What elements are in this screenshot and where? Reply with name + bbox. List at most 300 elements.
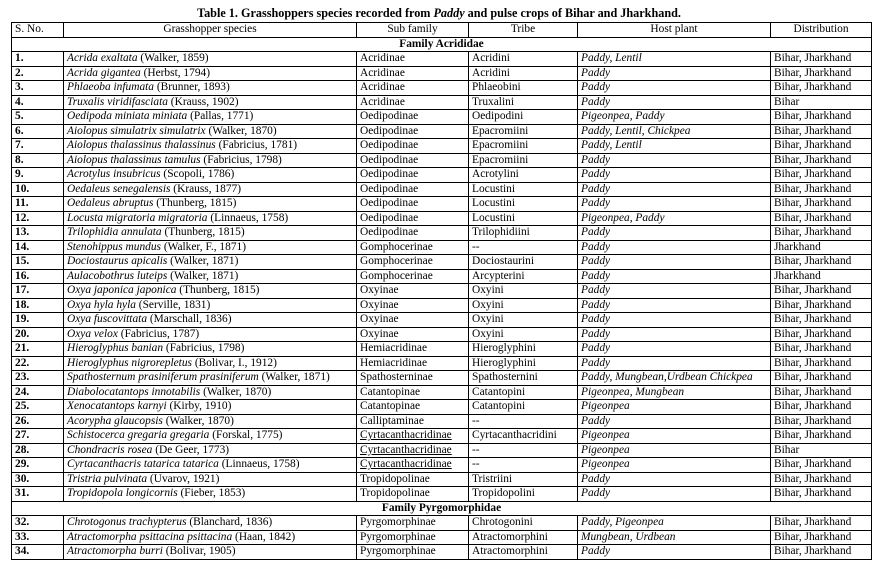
cell-species xyxy=(64,211,357,226)
cell-tribe: Oxyini xyxy=(469,327,578,342)
cell-species xyxy=(64,197,357,212)
cell-subfamily: Gomphocerinae xyxy=(357,255,469,270)
cell-species xyxy=(64,414,357,429)
cell-subfamily: Cyrtacanthacridinae xyxy=(357,443,469,458)
cell-species xyxy=(64,124,357,139)
species-name: Hieroglyphus nigrorepletus xyxy=(67,356,192,369)
cell-host-plant: Paddy xyxy=(578,342,771,357)
cell-tribe: Epacromiini xyxy=(469,139,578,154)
cell-subfamily: Calliptaminae xyxy=(357,414,469,429)
cell-species xyxy=(64,545,357,560)
cell-sno: 20. xyxy=(12,327,64,342)
species-name: Cyrtacanthacris tatarica tatarica xyxy=(67,458,219,471)
cell-species xyxy=(64,95,357,110)
cell-species xyxy=(64,168,357,183)
cell-sno: 2. xyxy=(12,66,64,81)
cell-sno: 4. xyxy=(12,95,64,110)
cell-sno: 13. xyxy=(12,226,64,241)
table-row xyxy=(12,52,872,67)
cell-species xyxy=(64,255,357,270)
cell-subfamily: Oedipodinae xyxy=(357,110,469,125)
cell-host-plant: Paddy, Pigeonpea xyxy=(578,516,771,531)
table-row xyxy=(12,371,872,386)
cell-subfamily: Pyrgomorphinae xyxy=(357,516,469,531)
cell-host-plant: Pigeonpea, Paddy xyxy=(578,110,771,125)
species-author: (Fabricius, 1787) xyxy=(117,327,200,340)
cell-species xyxy=(64,385,357,400)
cell-subfamily: Hemiacridinae xyxy=(357,356,469,371)
species-name: Phlaeoba infumata xyxy=(67,81,155,94)
cell-host-plant: Paddy xyxy=(578,226,771,241)
table-row xyxy=(12,327,872,342)
species-author: (Pallas, 1771) xyxy=(187,110,254,123)
cell-subfamily: Cyrtacanthacridinae xyxy=(357,458,469,473)
cell-distribution: Bihar, Jharkhand xyxy=(771,298,872,313)
species-author: (Thunberg, 1815) xyxy=(176,284,260,297)
cell-species xyxy=(64,429,357,444)
species-author: (Walker, F., 1871) xyxy=(160,240,247,253)
cell-distribution: Bihar, Jharkhand xyxy=(771,487,872,502)
species-author: (Serville, 1831) xyxy=(135,298,211,311)
table-row xyxy=(12,197,872,212)
cell-tribe: Acrotylini xyxy=(469,168,578,183)
species-author: (Herbst, 1794) xyxy=(140,66,210,79)
cell-sno: 7. xyxy=(12,139,64,154)
species-name: Atractomorpha burri xyxy=(67,545,163,558)
cell-host-plant: Pigeonpea, Paddy xyxy=(578,211,771,226)
cell-sno: 16. xyxy=(12,269,64,284)
cell-distribution: Bihar, Jharkhand xyxy=(771,168,872,183)
species-name: Stenohippus mundus xyxy=(67,240,161,253)
species-author: (Kirby, 1910) xyxy=(166,400,232,413)
cell-sno: 22. xyxy=(12,356,64,371)
cell-host-plant: Pigeonpea xyxy=(578,443,771,458)
cell-distribution: Bihar, Jharkhand xyxy=(771,327,872,342)
cell-host-plant: Paddy xyxy=(578,327,771,342)
cell-subfamily: Tropidopolinae xyxy=(357,487,469,502)
header-subfamily: Sub family xyxy=(357,23,469,38)
species-name: Aiolopus simulatrix simulatrix xyxy=(67,124,206,137)
cell-tribe: Tristriini xyxy=(469,472,578,487)
species-name: Oxya velox xyxy=(67,327,118,340)
cell-host-plant: Paddy xyxy=(578,414,771,429)
table-body xyxy=(12,37,872,559)
cell-tribe: Spathosternini xyxy=(469,371,578,386)
cell-sno: 17. xyxy=(12,284,64,299)
cell-distribution: Bihar, Jharkhand xyxy=(771,313,872,328)
cell-subfamily: Oedipodinae xyxy=(357,124,469,139)
cell-sno: 29. xyxy=(12,458,64,473)
cell-distribution: Bihar, Jharkhand xyxy=(771,429,872,444)
species-name: Schistocerca gregaria gregaria xyxy=(67,429,210,442)
cell-host-plant: Paddy xyxy=(578,168,771,183)
cell-species xyxy=(64,139,357,154)
cell-species xyxy=(64,356,357,371)
cell-sno: 3. xyxy=(12,81,64,96)
species-name: Aulacobothrus luteips xyxy=(67,269,168,282)
species-name: Acrotylus insubricus xyxy=(67,168,161,181)
species-author: (Walker, 1871) xyxy=(167,255,239,268)
cell-subfamily: Gomphocerinae xyxy=(357,269,469,284)
cell-subfamily: Pyrgomorphinae xyxy=(357,545,469,560)
cell-tribe: Oxyini xyxy=(469,284,578,299)
cell-species xyxy=(64,298,357,313)
cell-distribution: Bihar, Jharkhand xyxy=(771,530,872,545)
cell-host-plant: Pigeonpea xyxy=(578,400,771,415)
table-row xyxy=(12,110,872,125)
cell-subfamily: Catantopinae xyxy=(357,385,469,400)
cell-distribution: Bihar, Jharkhand xyxy=(771,371,872,386)
species-author: (Brunner, 1893) xyxy=(154,81,230,94)
species-author: (Walker, 1859) xyxy=(137,52,209,65)
cell-tribe: Locustini xyxy=(469,211,578,226)
cell-host-plant: Paddy xyxy=(578,197,771,212)
table-row xyxy=(12,342,872,357)
cell-species xyxy=(64,516,357,531)
cell-tribe: Arcypterini xyxy=(469,269,578,284)
cell-host-plant: Paddy xyxy=(578,269,771,284)
cell-tribe: Hieroglyphini xyxy=(469,342,578,357)
cell-distribution: Bihar, Jharkhand xyxy=(771,545,872,560)
cell-distribution: Jharkhand xyxy=(771,240,872,255)
cell-host-plant: Paddy xyxy=(578,153,771,168)
cell-species xyxy=(64,284,357,299)
cell-host-plant: Paddy xyxy=(578,313,771,328)
cell-host-plant: Paddy xyxy=(578,182,771,197)
cell-species xyxy=(64,487,357,502)
cell-tribe: Chrotogonini xyxy=(469,516,578,531)
cell-subfamily: Gomphocerinae xyxy=(357,240,469,255)
cell-species xyxy=(64,110,357,125)
cell-host-plant: Paddy, Lentil xyxy=(578,139,771,154)
cell-distribution: Bihar, Jharkhand xyxy=(771,400,872,415)
cell-tribe: Acridini xyxy=(469,66,578,81)
cell-host-plant: Paddy, Lentil xyxy=(578,52,771,67)
cell-distribution: Bihar, Jharkhand xyxy=(771,385,872,400)
species-author: (Uvarov, 1921) xyxy=(147,472,220,485)
family-row xyxy=(12,37,872,52)
cell-host-plant: Mungbean, Urdbean xyxy=(578,530,771,545)
cell-sno: 21. xyxy=(12,342,64,357)
table-row xyxy=(12,168,872,183)
cell-distribution: Bihar, Jharkhand xyxy=(771,342,872,357)
cell-subfamily: Catantopinae xyxy=(357,400,469,415)
cell-subfamily: Spathosterninae xyxy=(357,371,469,386)
cell-host-plant: Paddy xyxy=(578,545,771,560)
cell-distribution: Bihar, Jharkhand xyxy=(771,516,872,531)
cell-sno: 28. xyxy=(12,443,64,458)
cell-distribution: Bihar, Jharkhand xyxy=(771,414,872,429)
family-heading: Family Pyrgomorphidae xyxy=(12,501,872,516)
species-author: (Fieber, 1853) xyxy=(177,487,246,500)
species-name: Dociostaurus apicalis xyxy=(67,255,168,268)
table-row xyxy=(12,516,872,531)
cell-distribution: Bihar xyxy=(771,95,872,110)
table-caption xyxy=(0,0,878,22)
cell-species xyxy=(64,530,357,545)
cell-tribe: Oxyini xyxy=(469,313,578,328)
cell-species xyxy=(64,400,357,415)
cell-subfamily: Oxyinae xyxy=(357,313,469,328)
cell-sno: 18. xyxy=(12,298,64,313)
cell-distribution: Bihar, Jharkhand xyxy=(771,226,872,241)
cell-species xyxy=(64,269,357,284)
species-name: Oedaleus senegalensis xyxy=(67,182,171,195)
cell-subfamily: Acridinae xyxy=(357,81,469,96)
cell-sno: 33. xyxy=(12,530,64,545)
cell-distribution: Bihar, Jharkhand xyxy=(771,139,872,154)
species-name: Aiolopus thalassinus thalassinus xyxy=(67,139,216,152)
cell-sno: 23. xyxy=(12,371,64,386)
cell-sno: 30. xyxy=(12,472,64,487)
table-row xyxy=(12,429,872,444)
cell-species xyxy=(64,66,357,81)
cell-subfamily: Oedipodinae xyxy=(357,139,469,154)
cell-tribe: Epacromiini xyxy=(469,124,578,139)
cell-tribe: Truxalini xyxy=(469,95,578,110)
species-author: (Marschall, 1836) xyxy=(147,313,232,326)
cell-host-plant: Pigeonpea, Mungbean xyxy=(578,385,771,400)
cell-subfamily: Acridinae xyxy=(357,52,469,67)
species-author: (Krauss, 1902) xyxy=(167,95,239,108)
cell-sno: 9. xyxy=(12,168,64,183)
cell-distribution: Bihar, Jharkhand xyxy=(771,81,872,96)
cell-subfamily: Tropidopolinae xyxy=(357,472,469,487)
cell-tribe: Atractomorphini xyxy=(469,530,578,545)
species-author: (Bolivar, I., 1912) xyxy=(191,356,277,369)
cell-distribution: Bihar, Jharkhand xyxy=(771,458,872,473)
cell-subfamily: Oedipodinae xyxy=(357,211,469,226)
cell-distribution: Bihar, Jharkhand xyxy=(771,66,872,81)
cell-tribe: Hieroglyphini xyxy=(469,356,578,371)
species-name: Acrida exaltata xyxy=(67,52,138,65)
table-row xyxy=(12,400,872,415)
cell-sno: 8. xyxy=(12,153,64,168)
cell-host-plant: Paddy xyxy=(578,356,771,371)
header-distribution: Distribution xyxy=(771,23,872,38)
species-name: Chrotogonus trachypterus xyxy=(67,516,187,529)
species-author: (Fabricius, 1798) xyxy=(163,342,245,355)
header-tribe: Tribe xyxy=(469,23,578,38)
cell-host-plant: Paddy, Lentil, Chickpea xyxy=(578,124,771,139)
header-species: Grasshopper species xyxy=(64,23,357,38)
cell-tribe: -- xyxy=(469,240,578,255)
species-name: Tristria pulvinata xyxy=(67,472,148,485)
cell-subfamily: Hemiacridinae xyxy=(357,342,469,357)
family-heading: Family Acrididae xyxy=(12,37,872,52)
cell-tribe: Phlaeobini xyxy=(469,81,578,96)
species-author: (Walker, 1870) xyxy=(162,414,234,427)
cell-host-plant: Paddy xyxy=(578,255,771,270)
cell-distribution: Bihar, Jharkhand xyxy=(771,211,872,226)
table-row xyxy=(12,226,872,241)
cell-sno: 14. xyxy=(12,240,64,255)
cell-distribution: Bihar, Jharkhand xyxy=(771,356,872,371)
cell-sno: 12. xyxy=(12,211,64,226)
cell-tribe: Cyrtacanthacridini xyxy=(469,429,578,444)
cell-distribution: Bihar, Jharkhand xyxy=(771,52,872,67)
species-author: (Thunberg, 1815) xyxy=(161,226,245,239)
cell-subfamily: Oedipodinae xyxy=(357,153,469,168)
table-row xyxy=(12,313,872,328)
table-row xyxy=(12,211,872,226)
cell-tribe: Tropidopolini xyxy=(469,487,578,502)
cell-distribution: Bihar, Jharkhand xyxy=(771,124,872,139)
cell-sno: 6. xyxy=(12,124,64,139)
header-host-plant: Host plant xyxy=(578,23,771,38)
table-row xyxy=(12,545,872,560)
cell-sno: 11. xyxy=(12,197,64,212)
cell-subfamily: Oedipodinae xyxy=(357,197,469,212)
cell-distribution: Bihar xyxy=(771,443,872,458)
cell-sno: 25. xyxy=(12,400,64,415)
table-row xyxy=(12,139,872,154)
table-row xyxy=(12,95,872,110)
cell-host-plant: Paddy, Mungbean,Urdbean Chickpea xyxy=(578,371,771,386)
cell-sno: 24. xyxy=(12,385,64,400)
cell-tribe: Epacromiini xyxy=(469,153,578,168)
species-author: (Krauss, 1877) xyxy=(170,182,241,195)
species-name: Xenocatantops karnyi xyxy=(67,400,167,413)
table-row xyxy=(12,81,872,96)
cell-tribe: -- xyxy=(469,458,578,473)
cell-tribe: Atractomorphini xyxy=(469,545,578,560)
cell-host-plant: Pigeonpea xyxy=(578,429,771,444)
cell-tribe: Locustini xyxy=(469,182,578,197)
cell-sno: 10. xyxy=(12,182,64,197)
cell-species xyxy=(64,342,357,357)
table-row xyxy=(12,298,872,313)
cell-host-plant: Paddy xyxy=(578,298,771,313)
species-author: (Walker, 1871) xyxy=(167,269,239,282)
header-sno: S. No. xyxy=(12,23,64,38)
cell-distribution: Bihar, Jharkhand xyxy=(771,153,872,168)
species-author: (De Geer, 1773) xyxy=(152,443,230,456)
table-row xyxy=(12,182,872,197)
cell-sno: 32. xyxy=(12,516,64,531)
cell-species xyxy=(64,226,357,241)
cell-tribe: Oxyini xyxy=(469,298,578,313)
cell-subfamily: Oxyinae xyxy=(357,298,469,313)
species-author: (Walker, 1871) xyxy=(258,371,330,384)
cell-sno: 15. xyxy=(12,255,64,270)
species-name: Diabolocatantops innotabilis xyxy=(67,385,201,398)
species-name: Chondracris rosea xyxy=(67,443,153,456)
cell-tribe: Oedipodini xyxy=(469,110,578,125)
table-row xyxy=(12,153,872,168)
cell-tribe: -- xyxy=(469,443,578,458)
table-row xyxy=(12,443,872,458)
cell-distribution: Bihar, Jharkhand xyxy=(771,182,872,197)
cell-species xyxy=(64,371,357,386)
cell-species xyxy=(64,153,357,168)
cell-sno: 31. xyxy=(12,487,64,502)
table-row xyxy=(12,530,872,545)
cell-subfamily: Oedipodinae xyxy=(357,226,469,241)
cell-distribution: Bihar, Jharkhand xyxy=(771,255,872,270)
cell-distribution: Bihar, Jharkhand xyxy=(771,284,872,299)
species-author: (Thunberg, 1815) xyxy=(153,197,237,210)
cell-subfamily: Acridinae xyxy=(357,95,469,110)
cell-sno: 27. xyxy=(12,429,64,444)
species-author: (Linnaeus, 1758) xyxy=(218,458,300,471)
cell-species xyxy=(64,472,357,487)
species-author: (Forskal, 1775) xyxy=(209,429,283,442)
species-name: Locusta migratoria migratoria xyxy=(67,211,208,224)
cell-species xyxy=(64,182,357,197)
cell-sno: 1. xyxy=(12,52,64,67)
caption-italic: Paddy xyxy=(433,6,465,20)
species-author: (Walker, 1870) xyxy=(205,124,277,137)
table-row xyxy=(12,414,872,429)
cell-host-plant: Paddy xyxy=(578,66,771,81)
species-author: (Scopoli, 1786) xyxy=(160,168,235,181)
species-name: Oxya japonica japonica xyxy=(67,284,177,297)
species-name: Aiolopus thalassinus tamulus xyxy=(67,153,201,166)
cell-species xyxy=(64,458,357,473)
cell-host-plant: Paddy xyxy=(578,487,771,502)
cell-host-plant: Paddy xyxy=(578,95,771,110)
table-row xyxy=(12,472,872,487)
cell-species xyxy=(64,327,357,342)
species-name: Atractomorpha psittacina psittacina xyxy=(67,530,233,543)
cell-tribe: Acridini xyxy=(469,52,578,67)
species-name: Oedipoda miniata miniata xyxy=(67,110,188,123)
species-name: Oxya fuscovittata xyxy=(67,313,148,326)
cell-tribe: Locustini xyxy=(469,197,578,212)
table-row xyxy=(12,66,872,81)
table-row xyxy=(12,124,872,139)
species-author: (Blanchard, 1836) xyxy=(186,516,273,529)
species-name: Hieroglyphus banian xyxy=(67,342,164,355)
cell-distribution: Bihar, Jharkhand xyxy=(771,472,872,487)
table-row xyxy=(12,269,872,284)
species-author: (Haan, 1842) xyxy=(232,530,296,543)
cell-subfamily: Oedipodinae xyxy=(357,168,469,183)
cell-subfamily: Oxyinae xyxy=(357,327,469,342)
cell-sno: 26. xyxy=(12,414,64,429)
table-row xyxy=(12,240,872,255)
cell-distribution: Jharkhand xyxy=(771,269,872,284)
species-author: (Fabricius, 1798) xyxy=(200,153,282,166)
cell-host-plant: Paddy xyxy=(578,81,771,96)
cell-host-plant: Paddy xyxy=(578,240,771,255)
cell-subfamily: Pyrgomorphinae xyxy=(357,530,469,545)
cell-species xyxy=(64,313,357,328)
table-row xyxy=(12,385,872,400)
cell-species xyxy=(64,443,357,458)
species-author: (Walker, 1870) xyxy=(200,385,272,398)
cell-sno: 5. xyxy=(12,110,64,125)
cell-tribe: Trilophidiini xyxy=(469,226,578,241)
cell-subfamily: Cyrtacanthacridinae xyxy=(357,429,469,444)
species-name: Truxalis viridifasciata xyxy=(67,95,168,108)
cell-subfamily: Oedipodinae xyxy=(357,182,469,197)
cell-subfamily: Acridinae xyxy=(357,66,469,81)
species-author: (Fabricius, 1781) xyxy=(215,139,298,152)
species-name: Acorypha glaucopsis xyxy=(67,414,163,427)
cell-host-plant: Paddy xyxy=(578,472,771,487)
cell-sno: 34. xyxy=(12,545,64,560)
cell-host-plant: Pigeonpea xyxy=(578,458,771,473)
cell-species xyxy=(64,81,357,96)
cell-tribe: -- xyxy=(469,414,578,429)
table-row xyxy=(12,356,872,371)
cell-subfamily: Oxyinae xyxy=(357,284,469,299)
cell-tribe: Dociostaurini xyxy=(469,255,578,270)
species-author: (Linnaeus, 1758) xyxy=(207,211,289,224)
species-name: Tropidopola longicornis xyxy=(67,487,178,500)
